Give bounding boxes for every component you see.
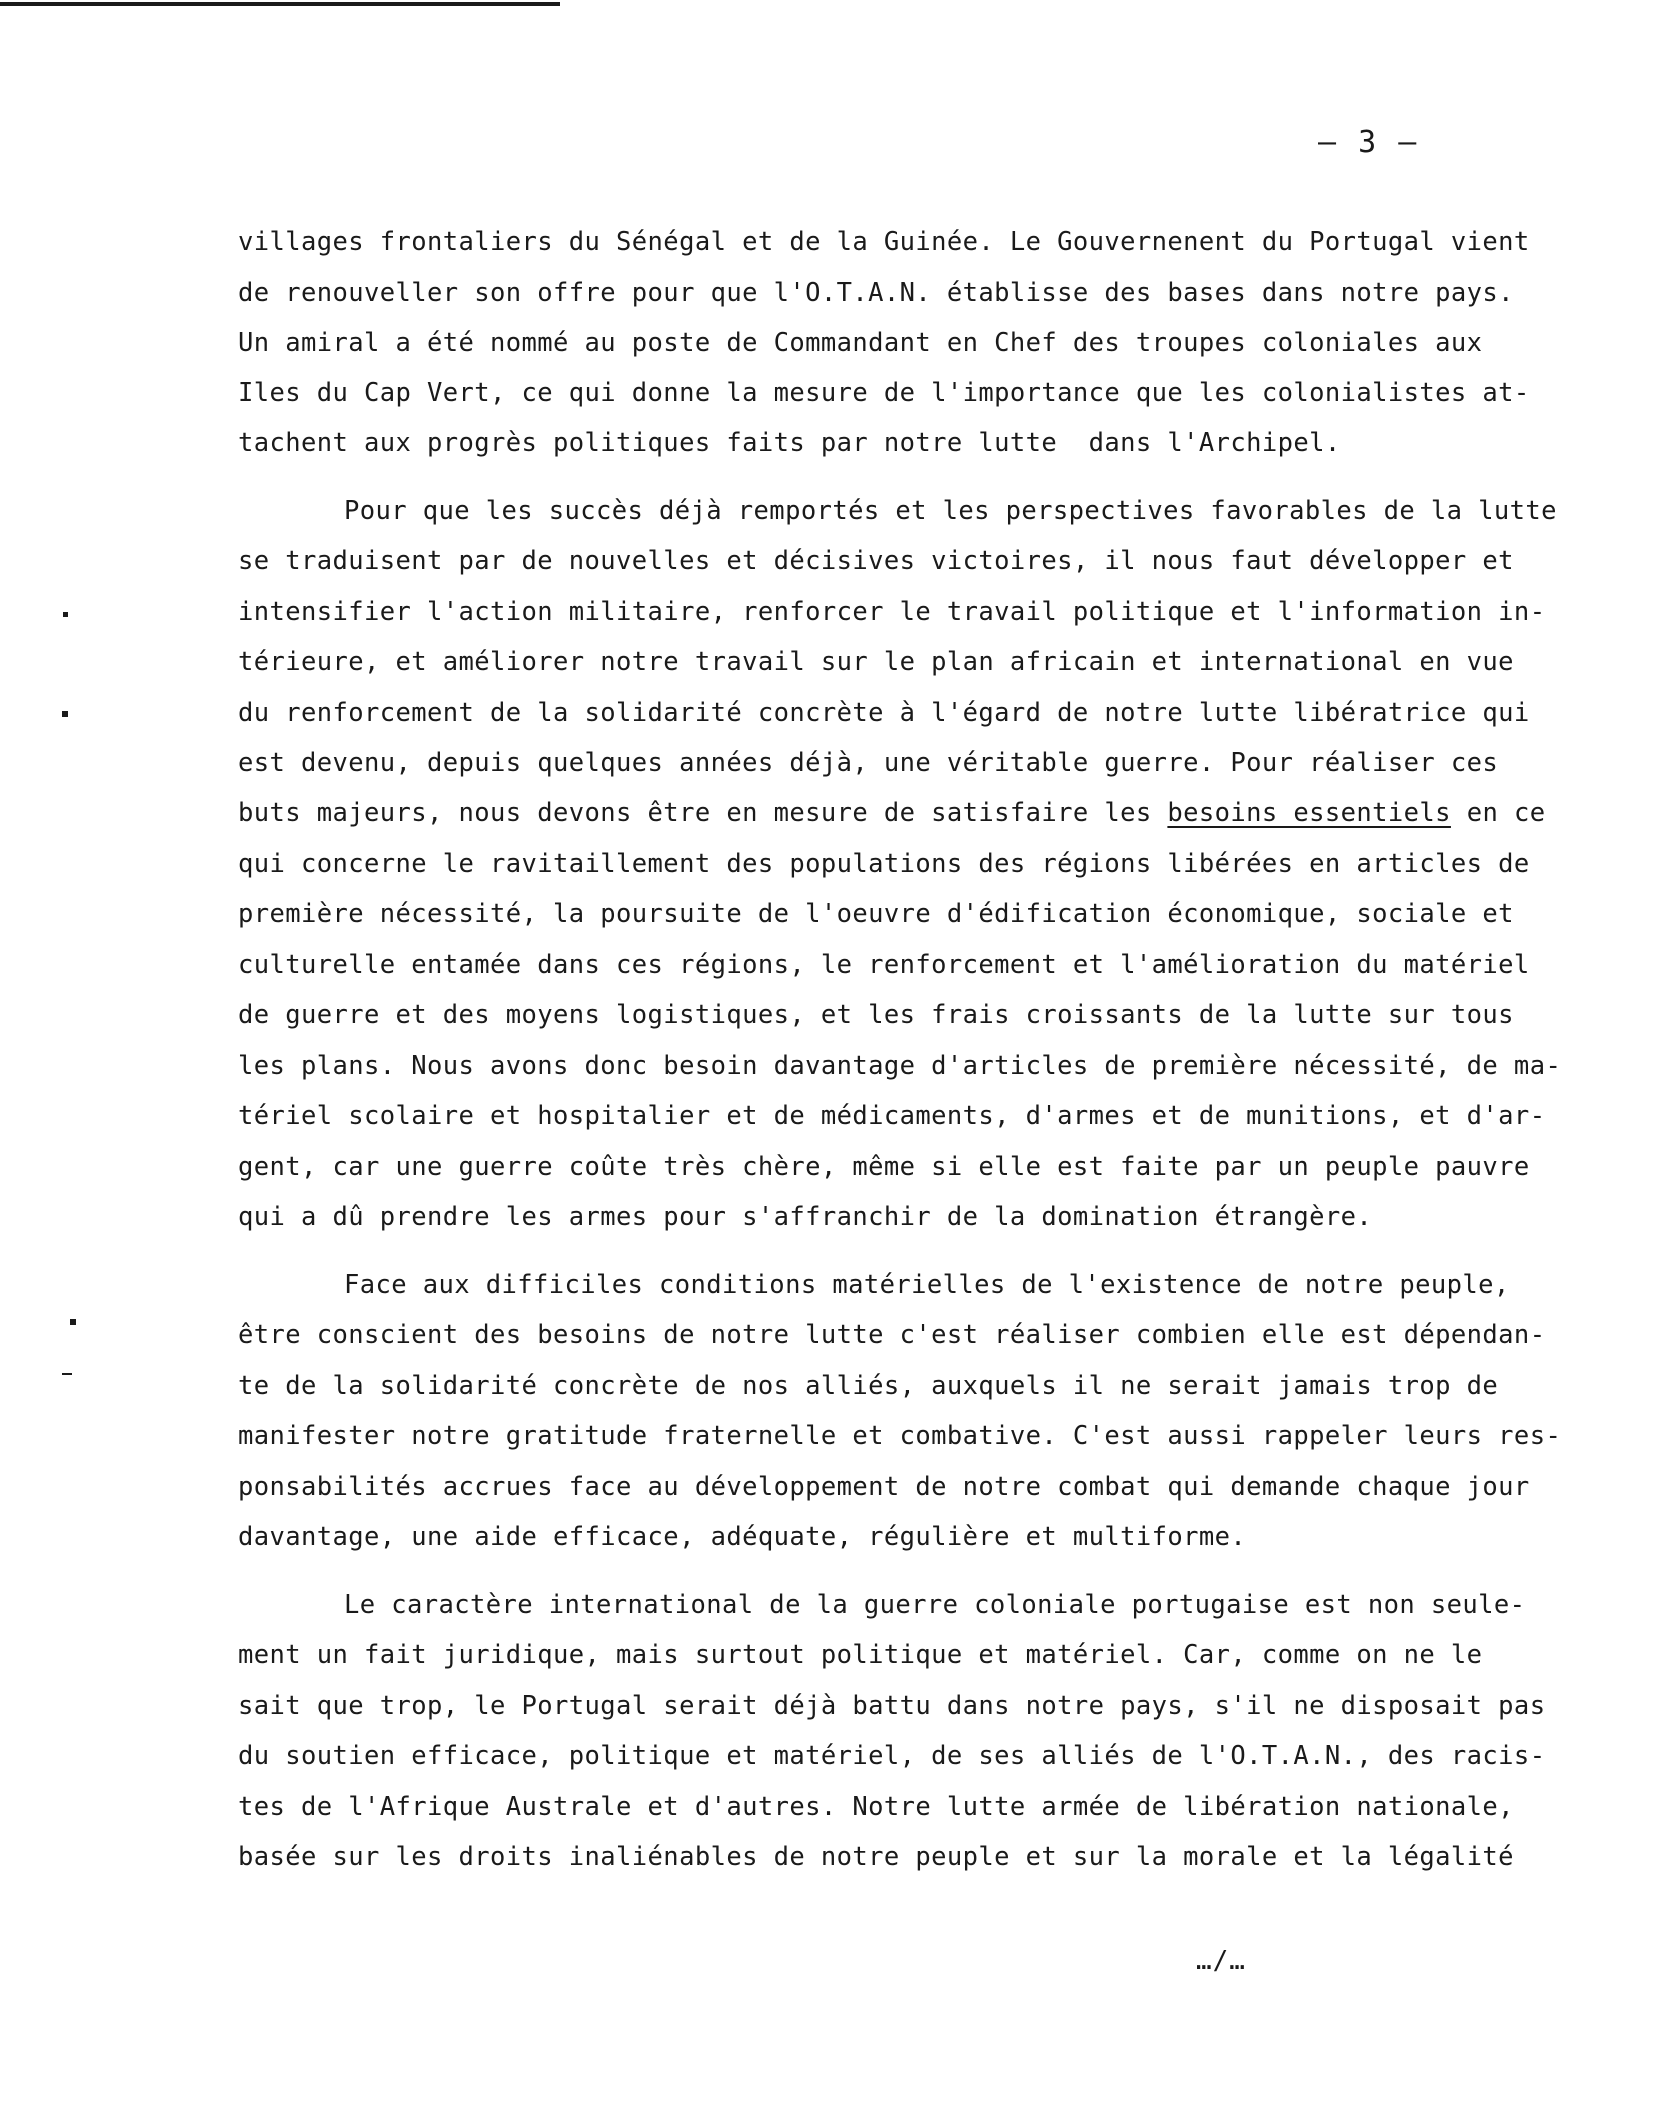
text-line: est devenu, depuis quelques années déjà, une véritable guerre. Pour réaliser ces	[238, 748, 1499, 778]
text-line: manifester notre gratitude fraternelle et combative. C'est aussi rappeler leurs res-	[238, 1421, 1562, 1451]
underlined-phrase: besoins essentiels	[1167, 798, 1451, 828]
text-line: te de la solidarité concrète de nos alliés, auxquels il ne serait jamais trop de	[238, 1371, 1499, 1401]
text-line: qui concerne le ravitaillement des populations des régions libérées en articles de	[238, 849, 1530, 879]
text-line: davantage, une aide efficace, adéquate, régulière et multiforme.	[238, 1522, 1247, 1552]
text-line: première nécessité, la poursuite de l'oeuvre d'édification économique, sociale et	[238, 899, 1514, 929]
text-line: gent, car une guerre coûte très chère, même si elle est faite par un peuple pauvre	[238, 1152, 1530, 1182]
text-line: du soutien efficace, politique et matériel, de ses alliés de l'O.T.A.N., des racis-	[238, 1741, 1546, 1771]
top-rule	[0, 2, 560, 6]
margin-mark	[62, 711, 68, 717]
text-line: villages frontaliers du Sénégal et de la Guinée. Le Gouvernenent du Portugal vient	[238, 227, 1530, 257]
text-line: tériel scolaire et hospitalier et de médicaments, d'armes et de munitions, et d'ar-	[238, 1101, 1546, 1131]
page-number: – 3 –	[1318, 125, 1419, 160]
text-line: Iles du Cap Vert, ce qui donne la mesure de l'importance que les colonialistes at-	[238, 378, 1530, 408]
text-line: ment un fait juridique, mais surtout politique et matériel. Car, comme on ne le	[238, 1640, 1483, 1670]
text-line: être conscient des besoins de notre lutte c'est réaliser combien elle est dépendan-	[238, 1320, 1546, 1350]
continuation-mark: …/…	[1196, 1946, 1246, 1976]
text-line: térieure, et améliorer notre travail sur le plan africain et international en vue	[238, 647, 1514, 677]
text-line: Face aux difficiles conditions matérielles de l'existence de notre peuple,	[344, 1270, 1510, 1300]
margin-mark	[70, 1319, 76, 1325]
margin-mark	[62, 1373, 72, 1375]
text-line: tachent aux progrès politiques faits par notre lutte dans l'Archipel.	[238, 428, 1341, 458]
text-segment: buts majeurs, nous devons être en mesure de satisfaire les	[238, 798, 1168, 828]
text-line: ponsabilités accrues face au développement de notre combat qui demande chaque jour	[238, 1472, 1530, 1502]
text-line: tes de l'Afrique Australe et d'autres. Notre lutte armée de libération nationale,	[238, 1792, 1514, 1822]
text-line: se traduisent par de nouvelles et décisives victoires, il nous faut développer et	[238, 546, 1514, 576]
text-line: de guerre et des moyens logistiques, et les frais croissants de la lutte sur tous	[238, 1000, 1514, 1030]
text-line: culturelle entamée dans ces régions, le renforcement et l'amélioration du matériel	[238, 950, 1530, 980]
text-line: Le caractère international de la guerre coloniale portugaise est non seule-	[344, 1590, 1526, 1620]
text-line: intensifier l'action militaire, renforcer le travail politique et l'information in-	[238, 597, 1546, 627]
text-line: de renouveller son offre pour que l'O.T.A.N. établisse des bases dans notre pays.	[238, 278, 1514, 308]
text-line	[238, 798, 1546, 828]
text-line: Pour que les succès déjà remportés et les perspectives favorables de la lutte	[344, 496, 1557, 526]
text-line: basée sur les droits inaliénables de notre peuple et sur la morale et la légalité	[238, 1842, 1514, 1872]
text-line: les plans. Nous avons donc besoin davantage d'articles de première nécessité, de ma-	[238, 1051, 1562, 1081]
text-line: du renforcement de la solidarité concrète à l'égard de notre lutte libératrice qui	[238, 698, 1530, 728]
text-line: Un amiral a été nommé au poste de Commandant en Chef des troupes coloniales aux	[238, 328, 1483, 358]
text-segment: en ce	[1450, 798, 1546, 828]
margin-mark	[63, 612, 68, 617]
text-line: qui a dû prendre les armes pour s'affranchir de la domination étrangère.	[238, 1202, 1373, 1232]
text-line: sait que trop, le Portugal serait déjà battu dans notre pays, s'il ne disposait pas	[238, 1691, 1546, 1721]
